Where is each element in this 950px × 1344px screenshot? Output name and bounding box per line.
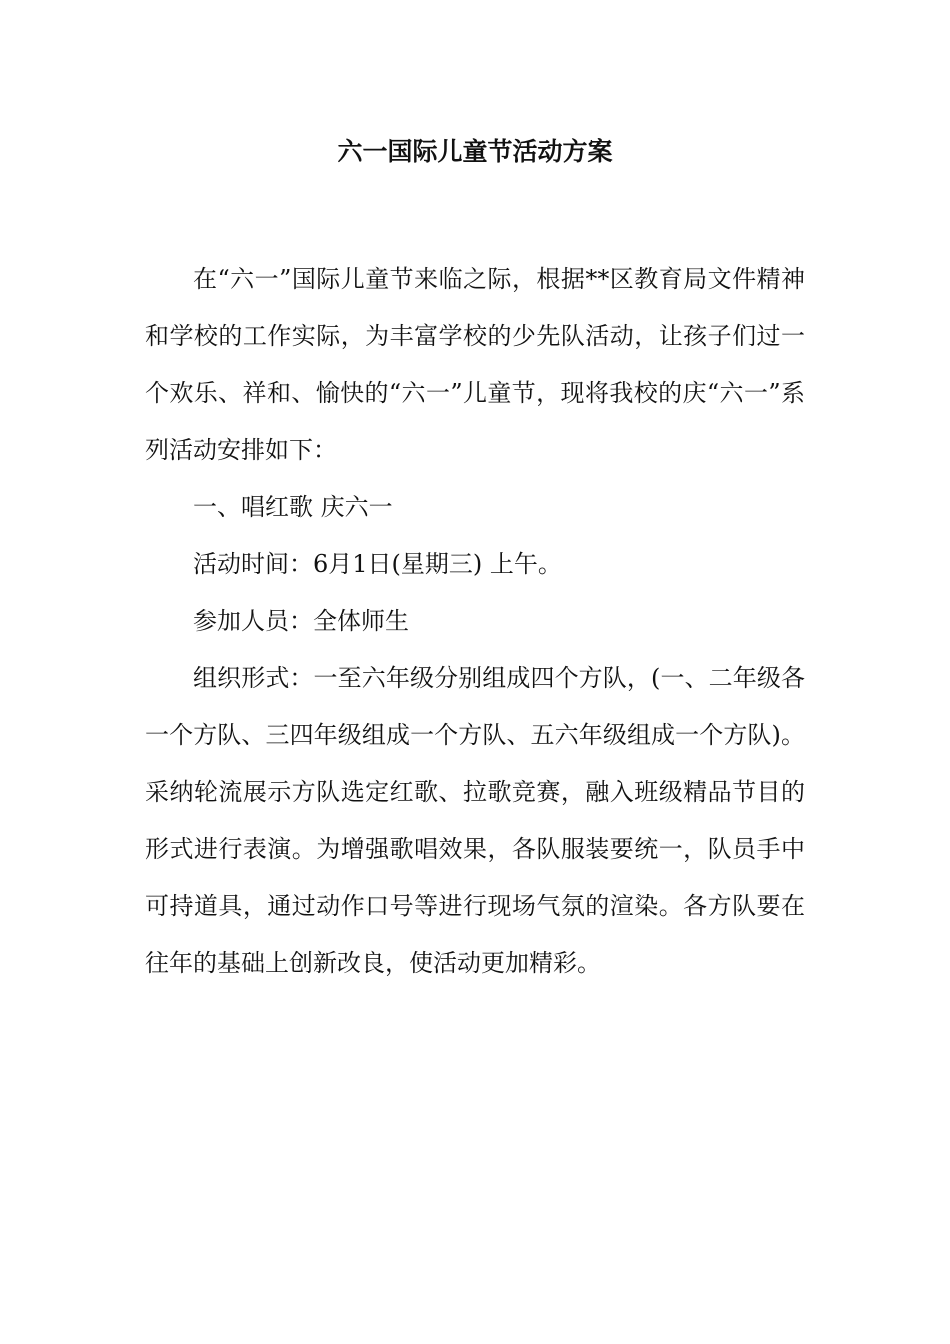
document-body <box>145 251 805 992</box>
paragraph-organization: 组织形式：一至六年级分别组成四个方队，(一、二年级各一个方队、三四年级组成一个方队、五六年级组成一个方队)。采纳轮流展示方队选定红歌、拉歌竞赛，融入班级精品节目的形式进行表演。为增强歌唱效果，各队服装要统一，队员手中可持道具，通过动作口号等进行现场气氛的渲染。各方队要在往年的基础上创新改良，使活动更加精彩。 <box>145 664 805 977</box>
document-title: 六一国际儿童节活动方案 <box>337 137 613 166</box>
paragraph-intro: 在“六一”国际儿童节来临之际，根据**区教育局文件精神和学校的工作实际，为丰富学校的少先队活动，让孩子们过一个欢乐、祥和、愉快的“六一”儿童节，现将我校的庆“六一”系列活动安排如下： <box>145 265 805 464</box>
paragraph-activity-time: 活动时间：6月1日(星期三) 上午。 <box>193 550 562 578</box>
paragraph-participants: 参加人员：全体师生 <box>193 607 409 635</box>
paragraph-section-heading: 一、唱红歌 庆六一 <box>193 493 393 521</box>
